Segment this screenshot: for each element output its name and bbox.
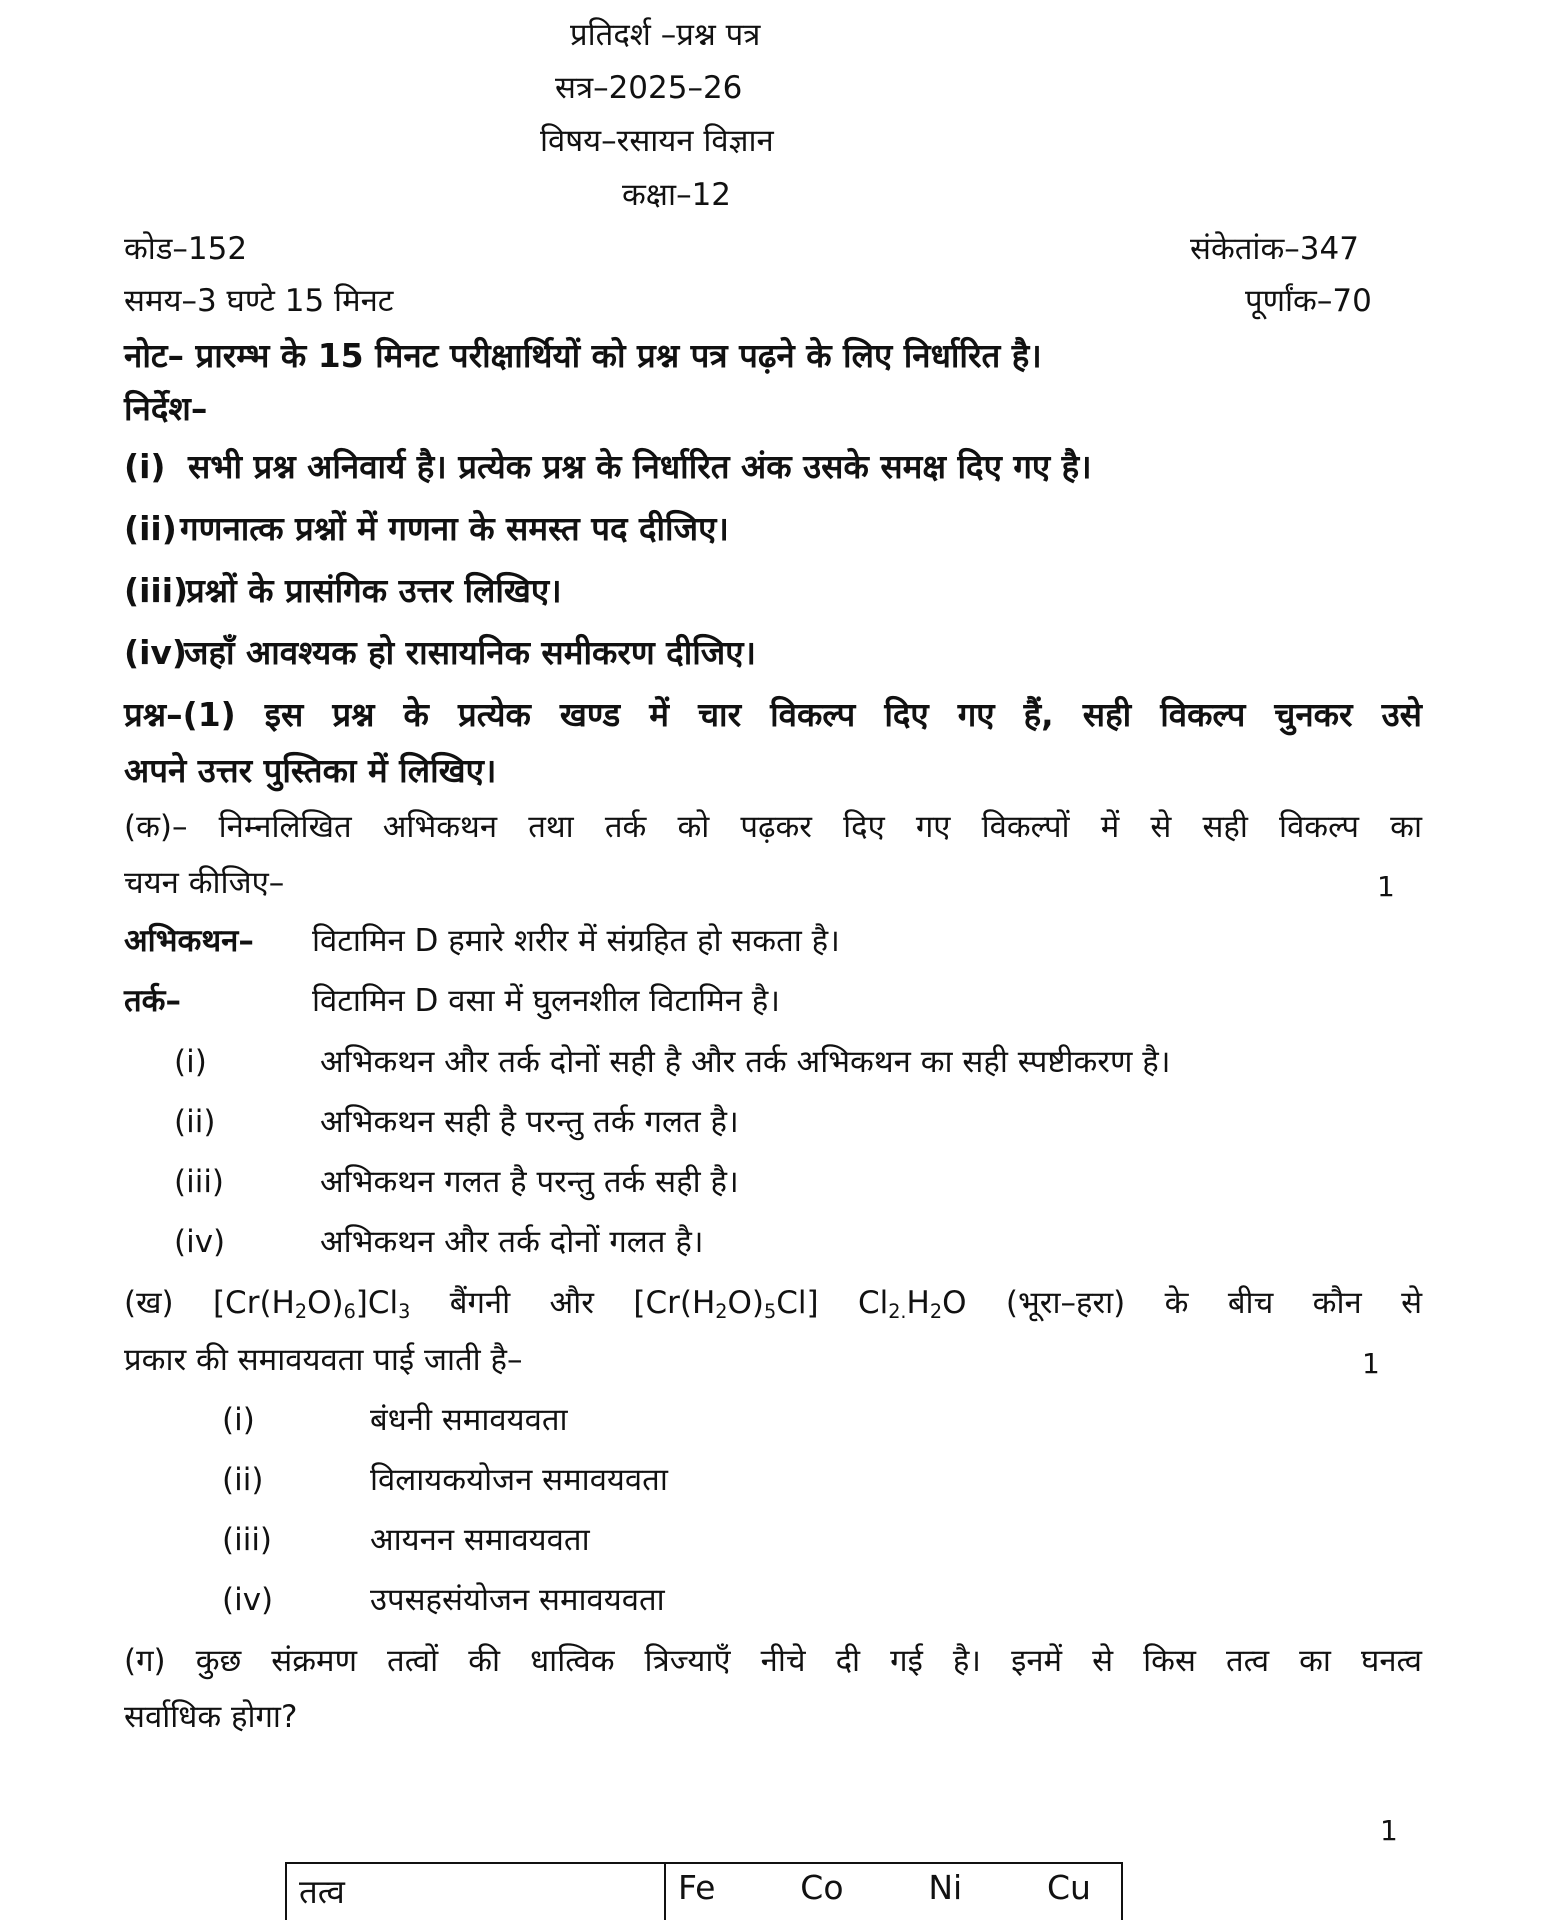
session: सत्र–2025–26 <box>555 70 743 106</box>
instruction-text: जहाँ आवश्यक हो रासायनिक समीकरण दीजिए। <box>184 633 757 672</box>
marks: 1 <box>1380 1814 1398 1847</box>
reason <box>124 984 780 1020</box>
part-kha-question <box>124 1286 1422 1322</box>
marks: 1 <box>1362 1347 1380 1380</box>
assertion-text: विटामिन D हमारे शरीर में संग्रहित हो सकता है। <box>312 923 840 959</box>
option-number: (iv) <box>174 1224 226 1260</box>
instructions-heading: निर्देश– <box>124 389 208 428</box>
instruction-item <box>124 448 1092 486</box>
instruction-number: (ii) <box>124 509 177 548</box>
reason-text: विटामिन D वसा में घुलनशील विटामिन है। <box>312 983 781 1019</box>
instruction-number: (iii) <box>124 571 189 610</box>
complex-formula-1: $[Cr(H_2O)_6]Cl_3$ <box>212 1285 411 1323</box>
option-text: अभिकथन सही है परन्तु तर्क गलत है। <box>320 1104 739 1140</box>
option <box>174 1045 1170 1081</box>
question-1-intro-cont: अपने उत्तर पुस्तिका में लिखिए। <box>124 751 497 790</box>
instruction-text: गणनात्क प्रश्नों में गणना के समस्त पद दीजिए। <box>180 509 729 548</box>
part-ka-question-cont: चयन कीजिए– <box>124 865 285 901</box>
reason-label: तर्क– <box>124 983 181 1019</box>
option <box>222 1583 665 1619</box>
element-cell: Fe <box>678 1868 716 1907</box>
option-number: (ii) <box>222 1462 264 1498</box>
element-table <box>285 1862 1123 1920</box>
option-text: विलायकयोजन समावयवता <box>370 1462 668 1498</box>
element-cell: Co <box>800 1868 844 1907</box>
option-text: अभिकथन और तर्क दोनों गलत है। <box>320 1224 704 1260</box>
option <box>222 1463 668 1499</box>
option-number: (i) <box>222 1402 255 1438</box>
option <box>222 1523 590 1559</box>
color-text: बैंगनी और <box>449 1285 594 1321</box>
option-text: उपसहसंयोजन समावयवता <box>370 1582 665 1618</box>
max-marks: पूर्णांक–70 <box>1245 283 1372 319</box>
option-number: (i) <box>174 1044 207 1080</box>
element-cell: Cu <box>1047 1868 1091 1907</box>
option-number: (iii) <box>174 1164 225 1200</box>
note: नोट– प्रारम्भ के 15 मिनट परीक्षार्थियों को प्रश्न पत्र पढ़ने के लिए निर्धारित है। <box>124 336 1042 375</box>
paper-title: प्रतिदर्श –प्रश्न पत्र <box>570 17 761 53</box>
instruction-number: (iv) <box>124 633 187 672</box>
option <box>174 1165 739 1201</box>
time-allowed: समय–3 घण्टे 15 मिनट <box>124 283 394 319</box>
instruction-text: सभी प्रश्न अनिवार्य है। प्रत्येक प्रश्न के निर्धारित अंक उसके समक्ष दिए गए है। <box>188 447 1092 486</box>
assertion <box>124 924 840 960</box>
complex-formula-2b: $Cl_{2.}H_2O$ <box>857 1285 967 1323</box>
option <box>174 1225 704 1261</box>
option-text: बंधनी समावयवता <box>370 1402 568 1438</box>
paper-code: कोड–152 <box>124 231 248 267</box>
subject: विषय–रसायन विज्ञान <box>540 123 774 159</box>
table-elements <box>665 1863 1122 1920</box>
part-ga-question: (ग) कुछ संक्रमण तत्वों की धात्विक त्रिज्याएँ नीचे दी गई है। इनमें से किस तत्व का घनत्व <box>124 1643 1422 1679</box>
table-row <box>286 1863 1122 1920</box>
option <box>222 1403 568 1439</box>
instruction-item <box>124 634 756 672</box>
option-text: अभिकथन गलत है परन्तु तर्क सही है। <box>320 1164 739 1200</box>
part-ga-question-cont: सर्वाधिक होगा? <box>124 1699 298 1735</box>
instruction-number: (i) <box>124 447 166 486</box>
option-number: (ii) <box>174 1104 216 1140</box>
instruction-text: प्रश्नों के प्रासंगिक उत्तर लिखिए। <box>186 571 562 610</box>
option-number: (iii) <box>222 1522 273 1558</box>
part-label: (ख) <box>124 1285 174 1321</box>
option-number: (iv) <box>222 1582 274 1618</box>
instruction-item <box>124 510 729 548</box>
option <box>174 1105 739 1141</box>
marks: 1 <box>1377 870 1395 903</box>
question-tail: (भूरा–हरा) के बीच कौन से <box>1005 1285 1423 1321</box>
class: कक्षा–12 <box>622 177 732 213</box>
part-ka-question: (क)– निम्नलिखित अभिकथन तथा तर्क को पढ़कर दिए गए विकल्पों में से सही विकल्प का <box>124 809 1422 845</box>
option-text: आयनन समावयवता <box>370 1522 590 1558</box>
option-text: अभिकथन और तर्क दोनों सही है और तर्क अभिकथन का सही स्पष्टीकरण है। <box>320 1044 1171 1080</box>
table-row-label: तत्व <box>286 1863 665 1920</box>
instruction-item <box>124 572 562 610</box>
part-kha-question-cont: प्रकार की समावयवता पाई जाती है– <box>124 1342 523 1378</box>
question-1-intro: प्रश्न–(1) इस प्रश्न के प्रत्येक खण्ड में चार विकल्प दिए गए हैं, सही विकल्प चुनकर उसे <box>124 695 1422 734</box>
assertion-label: अभिकथन– <box>124 923 254 959</box>
element-cell: Ni <box>928 1868 963 1907</box>
code-number: संकेतांक–347 <box>1190 231 1359 267</box>
complex-formula-2: $[Cr(H_2O)_5Cl]$ <box>633 1285 819 1323</box>
